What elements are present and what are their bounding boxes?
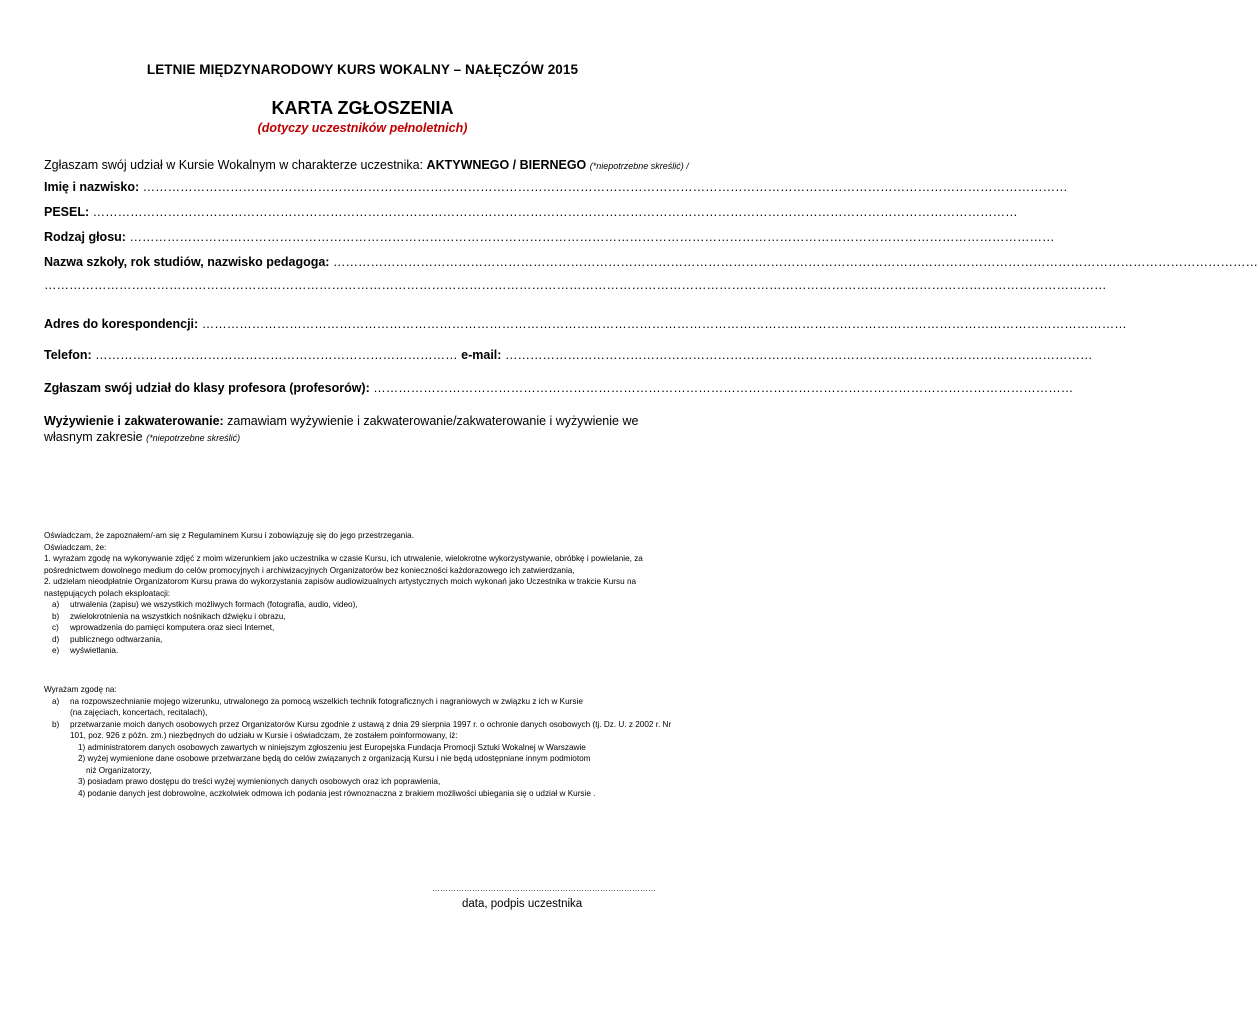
accommodation-note: (*niepotrzebne skreślić) [146, 433, 241, 443]
professor-class-field[interactable] [44, 381, 1074, 395]
list-item [44, 645, 674, 657]
school-field-continuation[interactable] [44, 278, 1107, 292]
list-letter: c) [52, 623, 59, 632]
dotted-line: …………………………………………………………………………………………………………………………………………………………………………………………………… [129, 230, 1055, 244]
consent-title: Wyrażam zgodę na: [44, 685, 117, 694]
list-text: przetwarzanie moich danych osobowych przez Organizatorów Kursu zgodnie z ustawą z dnia 29 sierpnia 1997 r. o ochronie danych osobowych (tj. Dz. U. z 2002 r. Nr 101, poz. 926 z późn. zm.) niezbędnych do udziału w Kursie i oświadczam, że zostałem poinformowany, iż: [70, 719, 672, 740]
accommodation-text[interactable]: zamawiam wyżywienie i zakwaterowanie/zakwaterowanie i wyżywienie we własnym zakresie [44, 414, 639, 444]
list-item [44, 599, 674, 611]
dotted-line: …………………………………………………………………………………………………………………………………………………………………………………………………… [92, 205, 1018, 219]
dotted-line: ………………………………………………………………………………………………………………………………………………………………………………………………………………………………… [44, 278, 1107, 292]
list-letter: a) [52, 600, 60, 609]
dotted-line: …………………………………………………………………………………………………………………………………………………………………………………………………… [332, 255, 1258, 269]
event-title: LETNIE MIĘDZYNARODOWY KURS WOKALNY – NAŁĘCZÓW 2015 [146, 62, 579, 77]
phone-label: Telefon: [44, 348, 92, 362]
form-title: KARTA ZGŁOSZENIA [271, 98, 454, 118]
consent-section [44, 684, 674, 799]
name-label: Imię i nazwisko: [44, 180, 140, 194]
list-item [44, 622, 674, 634]
list-item [44, 634, 674, 646]
declaration-line: Oświadczam, że: [44, 542, 107, 552]
intro-text: Zgłaszam swój udział w Kursie Wokalnym w charakterze uczestnika: [44, 158, 427, 172]
consent-subitem-4: 4) podanie danych jest dobrowolne, aczkolwiek odmowa ich podania jest równoznaczna z brakiem możliwości ubiegania się o udział w Kursie . [78, 788, 596, 798]
consent-item-a [44, 696, 674, 708]
consent-item-b [44, 719, 674, 742]
school-label: Nazwa szkoły, rok studiów, nazwisko pedagoga: [44, 255, 330, 269]
signature-line[interactable]: ………………………………………………………………………… [432, 884, 656, 893]
accommodation-section [44, 413, 684, 446]
address-label: Adres do korespondencji: [44, 317, 199, 331]
signature-label: data, podpis uczestnika [462, 898, 583, 910]
list-letter: b) [52, 719, 60, 729]
list-item [44, 611, 674, 623]
declarations-section [44, 530, 674, 657]
dotted-line: …………………………………………………………………………………………………………………………………………………………………………………………………… [142, 180, 1068, 194]
voice-type-field[interactable] [44, 230, 1055, 244]
list-text: wyświetlania. [70, 646, 119, 655]
declaration-point-2: 2. udzielam nieodpłatnie Organizatorom Kursu prawa do wykorzystania zapisów audiowizualnych artystycznych moich wykonań jako Uczestnika w trakcie Kursu na następujących polach eksploatacji: [44, 577, 637, 598]
declaration-point-1: 1. wyrażam zgodę na wykonywanie zdjęć z moim wizerunkiem jako uczestnika w czasie Kursu, ich utrwalenie, wielokrotne wykorzystywanie, obróbkę i powielanie, za pośrednictwem dowolnego medium do celów promocyjnych i archiwizacyjnych Organizatorów bez konieczności każdorazowego ich zatwierdzania, [44, 554, 643, 575]
declaration-line: Oświadczam, że zapoznałem/-am się z Regulaminem Kursu i zobowiązuję się do jego przestrzegania. [44, 531, 414, 540]
address-field[interactable] [44, 317, 1127, 331]
pesel-label: PESEL: [44, 205, 90, 219]
email-label: e-mail: [461, 348, 502, 362]
email-dotted-line[interactable]: …………………………………………………………………………………………………………………………… [504, 348, 1093, 362]
name-field[interactable] [44, 180, 1068, 194]
consent-item-a-continuation: (na zajęciach, koncertach, recitalach), [70, 708, 208, 717]
intro-note: (*niepotrzebne skreślić) / [589, 161, 689, 171]
list-letter: a) [52, 696, 60, 706]
list-letter: b) [52, 611, 60, 621]
consent-subitem-2: 2) wyżej wymienione dane osobowe przetwarzane będą do celów związanych z organizacją Kursu i nie będą udostępniane innym podmiotom [78, 754, 591, 763]
pesel-field[interactable] [44, 205, 1018, 219]
phone-dotted-line[interactable]: …………………………………………………………………………… [95, 348, 458, 362]
consent-subitem-2-continuation: niż Organizatorzy, [86, 765, 152, 775]
school-field[interactable] [44, 255, 1258, 269]
professor-class-label: Zgłaszam swój udział do klasy profesora (profesorów): [44, 381, 370, 395]
voice-type-label: Rodzaj głosu: [44, 230, 126, 244]
accommodation-label: Wyżywienie i zakwaterowanie: [44, 414, 224, 428]
consent-subitem-3: 3) posiadam prawo dostępu do treści wyżej wymienionych danych osobowych oraz ich poprawienia, [78, 777, 441, 786]
dotted-line: …………………………………………………………………………………………………………………………………………………………………………………………………… [201, 317, 1127, 331]
list-letter: e) [52, 646, 60, 655]
consent-subitem-1: 1) administratorem danych osobowych zawartych w niniejszym zgłoszeniu jest Europejska Fundacja Promocji Sztuki Wokalnej w Warszawie [78, 742, 586, 752]
list-text: publicznego odtwarzania, [70, 634, 163, 644]
participant-type-line [44, 158, 689, 172]
list-text: utrwalenia (zapisu) we wszystkich możliwych formach (fotografia, audio, video), [70, 600, 358, 609]
list-letter: d) [52, 634, 60, 644]
contact-field[interactable] [44, 348, 1093, 362]
dotted-line: …………………………………………………………………………………………………………………………………………………… [373, 381, 1074, 395]
form-subtitle: (dotyczy uczestników pełnoletnich) [257, 121, 468, 135]
list-text: wprowadzenia do pamięci komputera oraz sieci Internet, [70, 623, 275, 632]
list-text: zwielokrotnienia na wszystkich nośnikach dźwięku i obrazu, [70, 611, 286, 621]
participant-type-choice[interactable]: AKTYWNEGO / BIERNEGO [426, 158, 587, 172]
list-text: na rozpowszechnianie mojego wizerunku, utrwalonego za pomocą wszelkich technik fotograficznych i nagraniowych w związku z ich w Kursie [70, 696, 583, 706]
